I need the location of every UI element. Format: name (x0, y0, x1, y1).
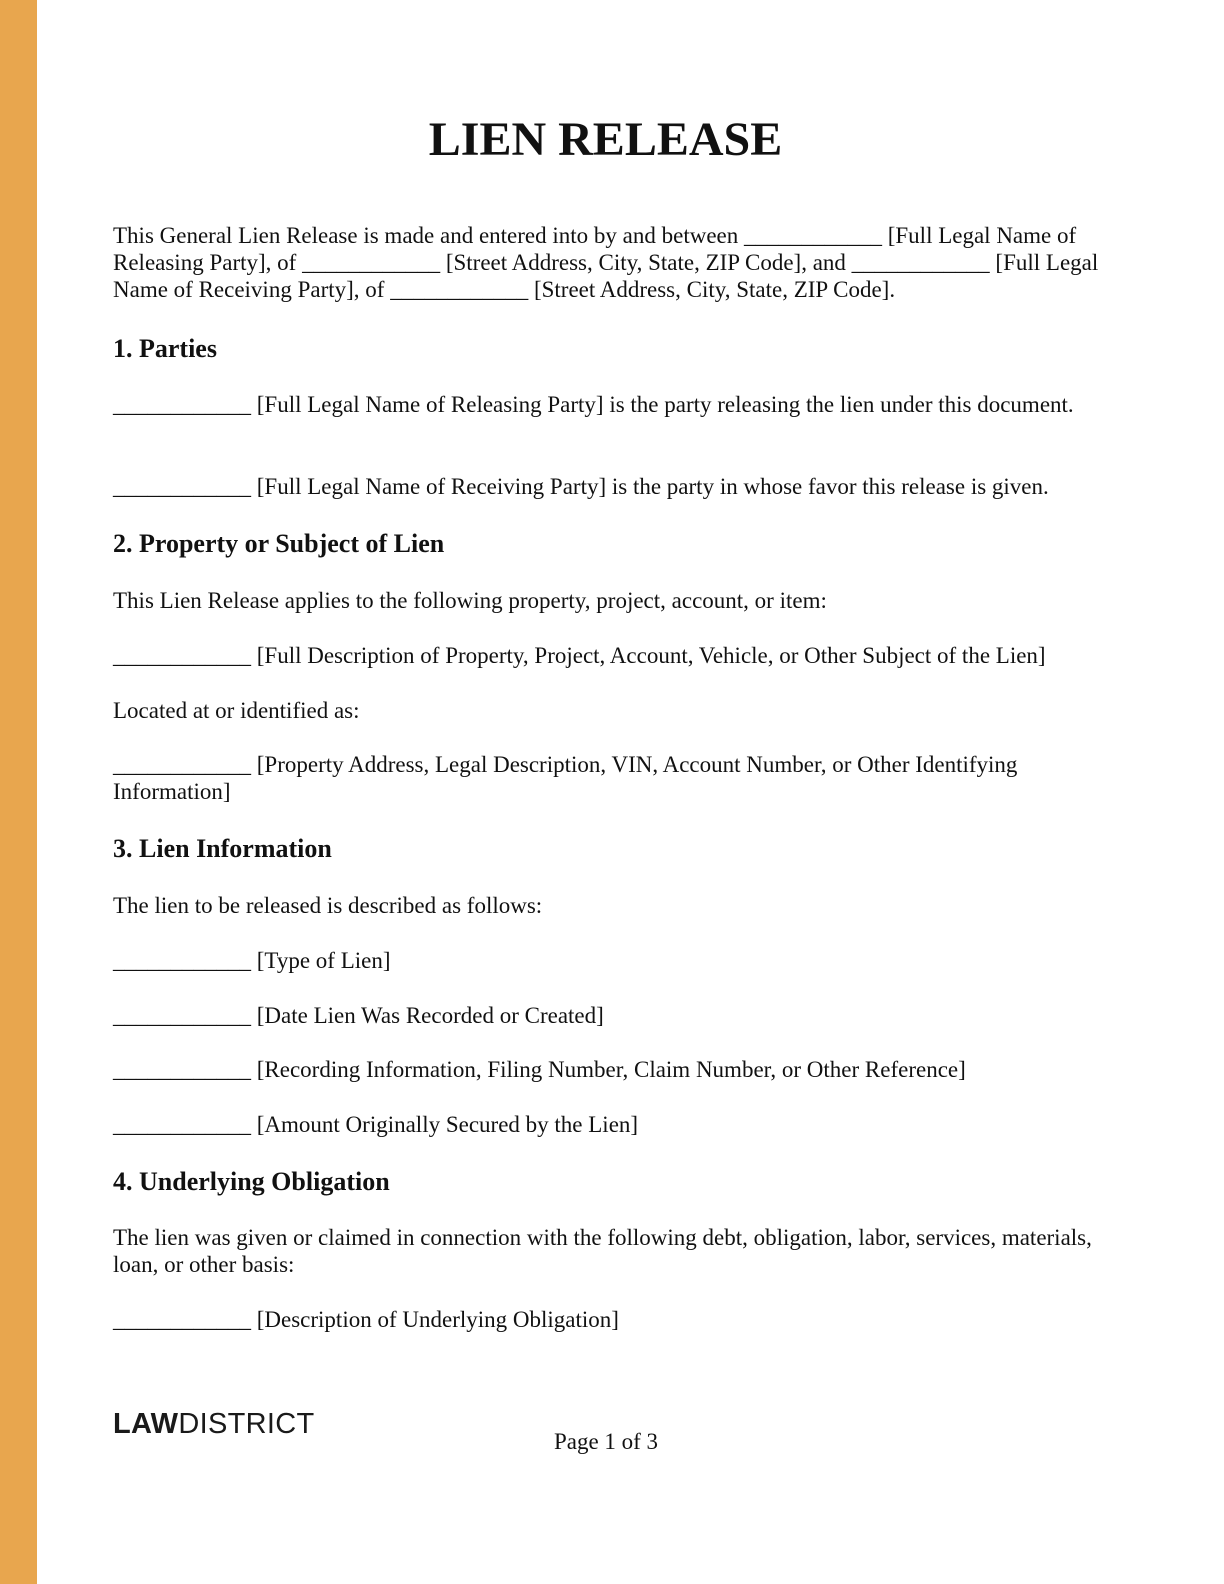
section-heading-property: 2. Property or Subject of Lien (113, 529, 445, 558)
paragraph: Located at or identified as: (113, 698, 360, 723)
paragraph: ____________ [Full Legal Name of Receiving Party] is the party in whose favor this release is given. (113, 474, 1049, 499)
paragraph: ____________ [Amount Originally Secured by the Lien] (113, 1112, 639, 1137)
paragraph: ____________ [Full Legal Name of Releasing Party] is the party releasing the lien under this document. (113, 392, 1074, 417)
paragraph: ____________ [Date Lien Was Recorded or Created] (113, 1003, 604, 1028)
paragraph: This Lien Release applies to the following property, project, account, or item: (113, 588, 827, 613)
section-heading-lien-information: 3. Lien Information (113, 834, 332, 863)
intro-paragraph: This General Lien Release is made and entered into by and between ____________ [Full Legal Name of Releasing Party], of ____________ [Street Address, City, State, ZIP Code], and ____________ [Full Legal Name of Receiving Party], of ____________ [Street Address, City, State, ZIP Code]. (113, 223, 1099, 302)
section-heading-underlying-obligation: 4. Underlying Obligation (113, 1167, 390, 1196)
logo-bold-text: LAW (113, 1408, 179, 1440)
document-title: LIEN RELEASE (428, 113, 783, 166)
paragraph: ____________ [Property Address, Legal Description, VIN, Account Number, or Other Identifying Information] (113, 752, 1018, 804)
paragraph: The lien to be released is described as follows: (113, 893, 543, 918)
paragraph: ____________ [Recording Information, Filing Number, Claim Number, or Other Reference] (113, 1057, 966, 1082)
page-number: Page 1 of 3 (553, 1429, 659, 1454)
paragraph: ____________ [Description of Underlying Obligation] (113, 1307, 619, 1332)
paragraph: ____________ [Full Description of Property, Project, Account, Vehicle, or Other Subject of the Lien] (113, 643, 1046, 668)
side-accent-stripe (0, 0, 37, 1584)
section-heading-parties: 1. Parties (113, 334, 217, 363)
logo-light-text: DISTRICT (178, 1408, 315, 1440)
paragraph: ____________ [Type of Lien] (113, 948, 391, 973)
paragraph: The lien was given or claimed in connection with the following debt, obligation, labor, services, materials, loan, or other basis: (113, 1225, 1092, 1277)
